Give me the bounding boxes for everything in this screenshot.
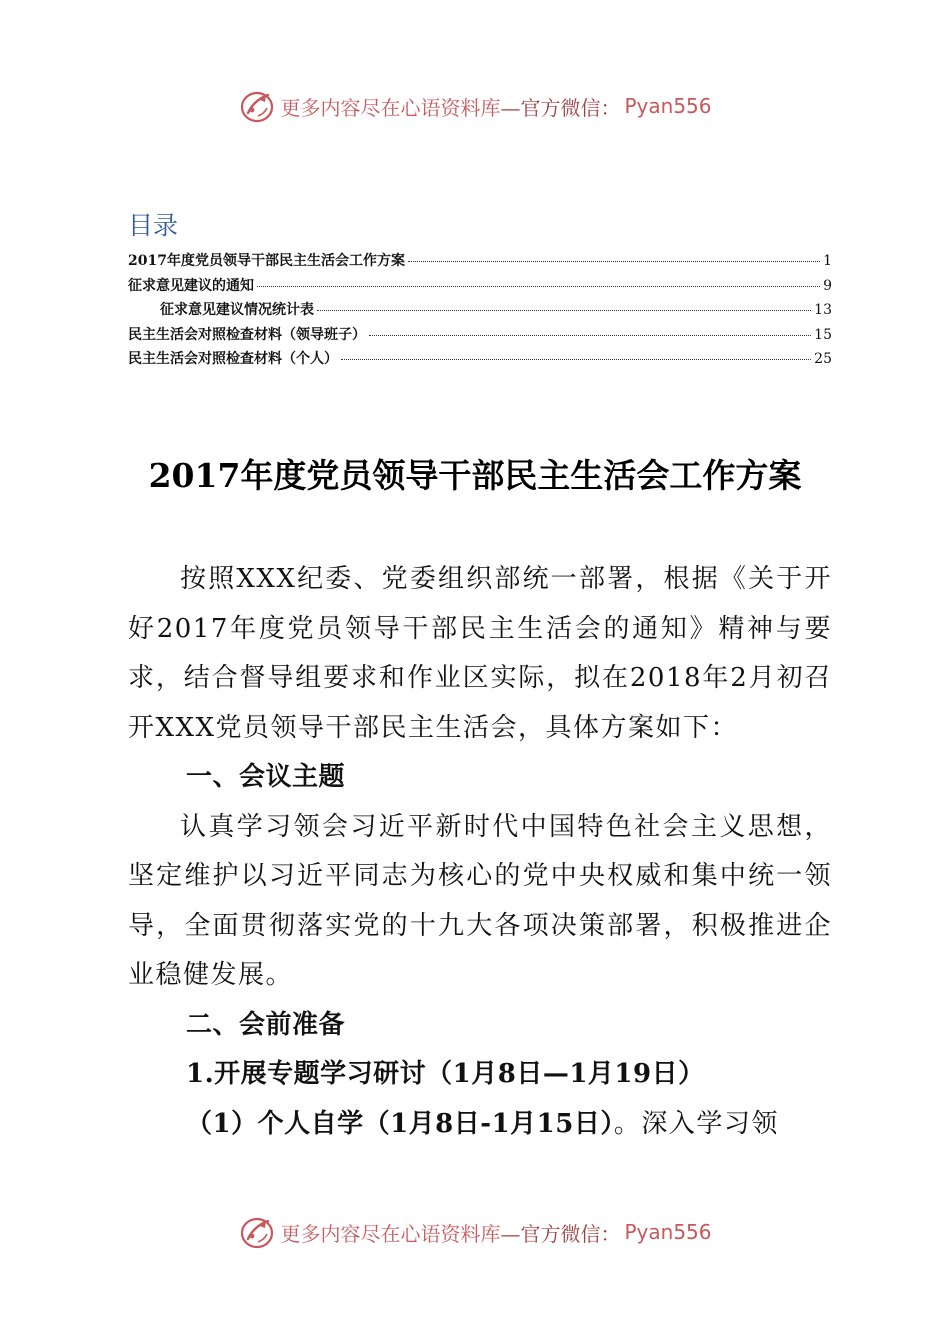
- toc-leader-dots: [257, 286, 820, 287]
- banner-separator: —官方微信：: [500, 1221, 621, 1246]
- toc-leader-dots: [317, 310, 811, 311]
- toc-leader-dots: [341, 359, 811, 360]
- banner-wechat-id: Pyan556: [624, 94, 712, 118]
- intro-paragraph: 按照XXX纪委、党委组织部统一部署，根据《关于开好2017年度党员领导干部民主生活会的通知》精神与要求，结合督导组要求和作业区实际，拟在2018年2月初召开XXX党员领导干部民主生活会，具体方案如下：: [128, 564, 832, 743]
- banner-text: 更多内容尽在心语资料库: [280, 95, 501, 120]
- toc-entry-text: 征求意见建议情况统计表: [160, 302, 314, 318]
- toc-entry-page: 25: [814, 351, 832, 367]
- toc-entry-page: 1: [823, 253, 832, 269]
- document-title: 2017年度党员领导干部民主生活会工作方案: [148, 456, 802, 495]
- toc-entry-page: 15: [814, 326, 832, 343]
- toc-entry[interactable]: [128, 275, 832, 300]
- toc-entry-text: 2017年度党员领导干部民主生活会工作方案: [128, 253, 405, 269]
- section-heading-preparation: 二、会前准备: [186, 1009, 346, 1040]
- toc-entry[interactable]: [128, 324, 832, 349]
- toc-entry-page: 9: [823, 277, 832, 294]
- section-heading-theme: 一、会议主题: [186, 762, 346, 792]
- table-of-contents: [128, 250, 832, 373]
- banner-text: 更多内容尽在心语资料库: [280, 1221, 501, 1246]
- toc-entry[interactable]: [128, 299, 832, 324]
- toc-entry-text: 征求意见建议的通知: [128, 277, 254, 294]
- footer-banner: [0, 1210, 950, 1254]
- toc-entry-text: 民主生活会对照检查材料（领导班子）: [128, 326, 366, 343]
- item-self-study: [128, 1100, 832, 1150]
- item-self-study-text: 。深入学习领: [613, 1108, 779, 1139]
- header-banner: [0, 84, 950, 128]
- xinyu-logo-icon: [238, 1212, 278, 1252]
- toc-entry-text: 民主生活会对照检查材料（个人）: [128, 351, 338, 367]
- toc-entry-page: 13: [814, 302, 832, 318]
- xinyu-logo-icon: [238, 86, 278, 126]
- item-self-study-label: （1）个人自学（1月8日-1月15日）: [186, 1108, 614, 1139]
- toc-entry[interactable]: [128, 348, 832, 373]
- banner-separator: —官方微信：: [500, 95, 621, 120]
- toc-entry[interactable]: [128, 250, 832, 275]
- theme-paragraph: 认真学习领会习近平新时代中国特色社会主义思想，坚定维护以习近平同志为核心的党中央权威和集中统一领导，全面贯彻落实党的十九大各项决策部署，积极推进企业稳健发展。: [128, 811, 832, 990]
- toc-leader-dots: [369, 335, 811, 336]
- banner-wechat-id: Pyan556: [624, 1220, 712, 1244]
- document-body: [128, 555, 832, 1149]
- toc-title: 目录: [128, 211, 179, 240]
- toc-leader-dots: [408, 261, 820, 262]
- subheading-study: 1.开展专题学习研讨（1月8日—1月19日）: [186, 1059, 705, 1089]
